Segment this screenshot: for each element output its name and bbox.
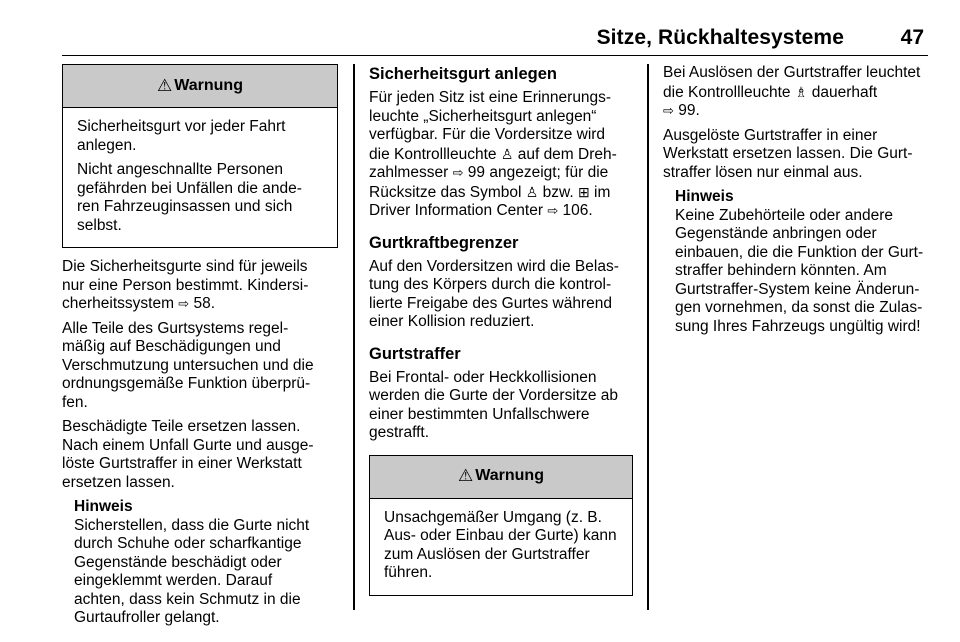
page-ref[interactable]: 99	[467, 164, 486, 181]
warning-body	[63, 108, 337, 247]
warning-text: Nicht angeschnallte Personen gefährden bei Unfällen die ande- ren Fahrzeuginsassen und sich selbst.	[77, 161, 302, 234]
page-ref-arrow-icon: ⇨	[452, 165, 464, 180]
note-label: Hinweis	[675, 188, 734, 205]
paragraph-text: Bei Auslösen der Gurtstraffer leuchtet die Kontrollleuchte	[663, 64, 921, 101]
airbag-person-icon: ♗	[794, 83, 808, 100]
page-ref[interactable]: 106.	[562, 202, 593, 219]
page-header	[62, 24, 928, 56]
note-label: Hinweis	[74, 498, 133, 515]
paragraph-text: Die Sicherheitsgurte sind für jeweils nur eine Person bestimmt. Kindersi- cherheitssystem	[62, 258, 309, 312]
column-middle	[369, 64, 633, 596]
section-heading: Gurtkraftbegrenzer	[369, 233, 519, 252]
paragraph-text: bzw.	[538, 183, 578, 201]
column-divider	[647, 64, 649, 610]
warning-header	[63, 65, 337, 108]
rear-seat-icon: ⊞	[577, 183, 590, 200]
column-right	[663, 64, 935, 336]
column-divider	[353, 64, 355, 610]
warning-body	[370, 499, 632, 595]
section-heading: Gurtstraffer	[369, 344, 461, 363]
note-text: Keine Zubehörteile oder andere Gegenstände anbringen oder einbauen, die die Funktion der Gurt- straffer behindern könnten. Am Gurtstraffer-System keine Änderun- gen vornehmen, da sonst die Zulas- sung Ihres Fahrzeugs ungültig wird!	[675, 206, 924, 335]
paragraph: Beschädigte Teile ersetzen lassen. Nach einem Unfall Gurte und ausge- löste Gurtstraffer in einer Werkstatt ersetzen lassen.	[62, 418, 314, 491]
paragraph-text: dauerhaft	[811, 83, 878, 101]
note	[74, 498, 338, 628]
seatbelt-person-icon: ♙	[525, 183, 539, 200]
warning-text: Sicherheitsgurt vor jeder Fahrt anlegen.	[77, 118, 286, 154]
warning-label: Warnung	[174, 76, 243, 94]
warning-triangle-icon: ⚠	[458, 466, 474, 486]
paragraph-text: im Driver Information Center	[369, 183, 611, 219]
paragraph-text: angezeigt; für die Rücksitze das Symbol	[369, 164, 609, 201]
note	[675, 188, 935, 336]
warning-box	[62, 64, 338, 248]
page-title: Sitze, Rückhaltesysteme	[596, 26, 844, 49]
page-ref-arrow-icon: ⇨	[178, 296, 190, 311]
seatbelt-person-icon: ♙	[500, 145, 514, 162]
paragraph: Alle Teile des Gurtsystems regel- mäßig auf Beschädigungen und Verschmutzung untersuchen und die ordnungsgemäße Funktion überprü- fen.	[62, 319, 314, 411]
warning-triangle-icon: ⚠	[157, 75, 173, 95]
page-number: 47	[900, 26, 924, 49]
paragraph	[663, 64, 935, 121]
paragraph	[369, 89, 633, 221]
paragraph-text: Für jeden Sitz ist eine Erinnerungs- leuchte „Sicherheitsgurt anlegen“ verfügbar. Für die Vordersitze wird die Kontrollleuchte	[369, 89, 612, 163]
warning-header	[370, 456, 632, 499]
paragraph-text: auf dem Dreh- zahlmesser	[369, 145, 617, 181]
paragraph: Auf den Vordersitzen wird die Belas- tung des Körpers durch die kontrol- lierte Freigabe des Gurtes während einer Kollision reduziert.	[369, 257, 619, 330]
column-left	[62, 64, 338, 628]
warning-text: Unsachgemäßer Umgang (z. B. Aus- oder Einbau der Gurte) kann zum Auslösen der Gurtstraffer führen.	[384, 508, 617, 581]
header-rule	[62, 55, 928, 57]
warning-box	[369, 455, 633, 596]
paragraph: Bei Frontal- oder Heckkollisionen werden die Gurte der Vordersitze ab einer bestimmten Unfallschwere gestrafft.	[369, 368, 618, 441]
section-heading: Sicherheitsgurt anlegen	[369, 65, 557, 83]
note-text: Sicherstellen, dass die Gurte nicht durch Schuhe oder scharfkantige Gegenstände beschädigt oder eingeklemmt werden. Darauf achten, dass kein Schmutz in die Gurtaufroller gelangt.	[74, 516, 310, 626]
warning-label: Warnung	[475, 467, 544, 485]
page-ref[interactable]: 58.	[193, 295, 216, 312]
page-ref[interactable]: 99.	[678, 102, 700, 119]
page-ref-arrow-icon: ⇨	[547, 203, 559, 218]
paragraph: Ausgelöste Gurtstraffer in einer Werkstatt ersetzen lassen. Die Gurt- straffer lösen nur einmal aus.	[663, 126, 913, 181]
paragraph	[62, 258, 338, 314]
page-ref-arrow-icon: ⇨	[663, 103, 674, 118]
